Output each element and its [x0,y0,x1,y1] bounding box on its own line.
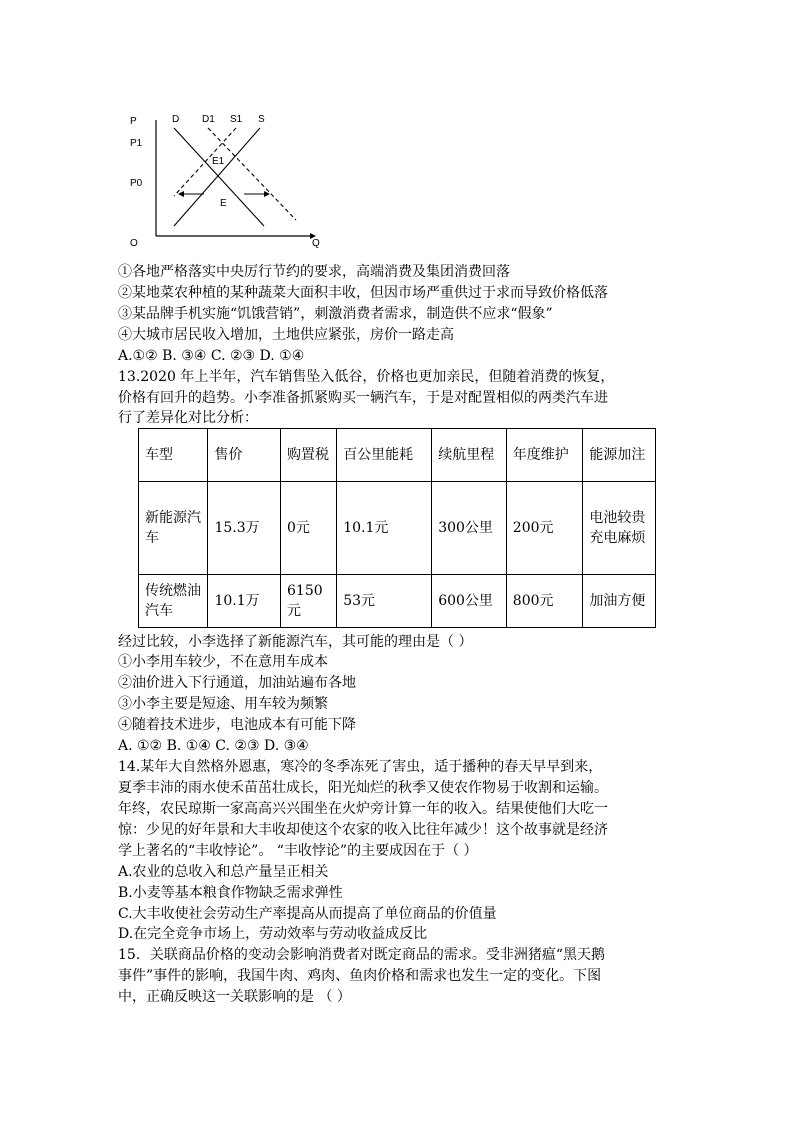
table-row [139,575,656,628]
table-cell: 新能源汽车 [139,482,208,575]
q15-stem-3: 中，正确反映这一关联影响的是 （ ） [118,989,351,1005]
q12-option-3: ③某品牌手机实施“饥饿营销”，刺激消费者需求，制造供不应求“假象” [118,306,553,322]
table-cell: 200元 [506,482,583,575]
left-shift-arrow-head [178,191,184,197]
label-p0: P0 [130,178,143,189]
q13-option-4: ④随着技术进步，电池成本有可能下降 [118,717,356,733]
table-cell: 10.1元 [337,482,432,575]
table-cell: 加油方便 [583,575,656,628]
q13-option-3: ③小李主要是短途、用车较为频繁 [118,696,328,712]
q14-stem-2: 夏季丰沛的雨水使禾苗茁壮成长，阳光灿烂的秋季又使农作物易于收割和运输。 [118,780,608,796]
q13-stem-2: 价格有回升的趋势。小李准备抓紧购买一辆汽车，于是对配置相似的两类汽车进 [118,390,608,406]
q14-stem-1: 14.某年大自然格外恩惠，寒冷的冬季冻死了害虫，适于播种的春天早早到来， [118,759,603,775]
label-d1: D1 [202,114,215,125]
table-cell: 传统燃油汽车 [139,575,208,628]
label-d: D [172,114,180,125]
q12-option-2: ②某地菜农种植的某种蔬菜大面积丰收，但因市场严重供过于求而导致价格低落 [118,285,608,301]
table-row [139,482,656,575]
q13-stem-1: 13.2020 年上半年，汽车销售坠入低谷，价格也更加亲民，但随着消费的恢复， [118,369,615,385]
table-cell: 15.3万 [208,482,281,575]
label-p: P [130,116,137,127]
header-cell: 百公里能耗 [337,429,432,482]
q14-option-c: C.大丰收使社会劳动生产率提高从而提高了单位商品的价值量 [118,906,497,922]
q14-option-b: B.小麦等基本粮食作物缺乏需求弹性 [118,885,343,901]
header-cell: 续航里程 [432,429,507,482]
q15-stem-1: 15．关联商品价格的变动会影响消费者对既定商品的需求。受非洲猪瘟“黑天鹅 [118,947,605,963]
q12-answers: A.①② B. ③④ C. ②③ D. ①④ [118,348,305,364]
q14-stem-5: 学上著名的“丰收悖论”。 “丰收悖论”的主要成因在于（ ） [118,843,478,859]
table-cell: 53元 [337,575,432,628]
label-s: S [258,114,265,125]
q13-question: 经过比较，小李选择了新能源汽车，其可能的理由是（ ） [118,634,473,650]
header-cell: 能源加注 [583,429,656,482]
q14-option-a: A.农业的总收入和总产量呈正相关 [118,864,329,880]
header-cell: 年度维护 [506,429,583,482]
q13-answers: A. ①② B. ①④ C. ②③ D. ③④ [118,738,309,754]
q13-option-1: ①小李用车较少，不在意用车成本 [118,654,328,670]
supply-demand-graph [128,108,328,248]
q14-stem-4: 惊：少见的好年景和大丰收却使这个农家的收入比往年减少！这个故事就是经济 [118,822,608,838]
label-e1: E1 [212,156,225,167]
label-q: Q [312,238,320,248]
q15-stem-2: 事件”事件的影响，我国牛肉、鸡肉、鱼肉价格和需求也发生一定的变化。下图 [118,968,602,984]
table-cell: 6150元 [281,575,337,628]
q14-stem-3: 年终，农民琼斯一家高高兴兴围坐在火炉旁计算一年的收入。结果使他们大吃一 [118,801,608,817]
table-cell: 600公里 [432,575,507,628]
header-cell: 车型 [139,429,208,482]
table-header-row [139,429,656,482]
q13-stem-3: 行了差异化对比分析： [118,410,258,426]
header-cell: 售价 [208,429,281,482]
table-cell: 10.1万 [208,575,281,628]
label-p1: P1 [130,138,143,149]
q14-option-d: D.在完全竞争市场上，劳动效率与劳动收益成反比 [118,926,428,942]
label-o: O [130,238,138,248]
table-cell: 电池较贵充电麻烦 [583,482,656,575]
q12-option-4: ④大城市居民收入增加，土地供应紧张，房价一路走高 [118,327,454,343]
label-e: E [220,198,227,209]
q12-option-1: ①各地严格落实中央厉行节约的要求，高端消费及集团消费回落 [118,264,510,280]
q13-option-2: ②油价进入下行通道，加油站遍布各地 [118,675,356,691]
header-cell: 购置税 [281,429,337,482]
label-s1: S1 [230,114,243,125]
car-comparison-table [138,428,656,628]
right-shift-arrow-head [264,191,270,197]
table-cell: 800元 [506,575,583,628]
table-cell: 300公里 [432,482,507,575]
table-cell: 0元 [281,482,337,575]
